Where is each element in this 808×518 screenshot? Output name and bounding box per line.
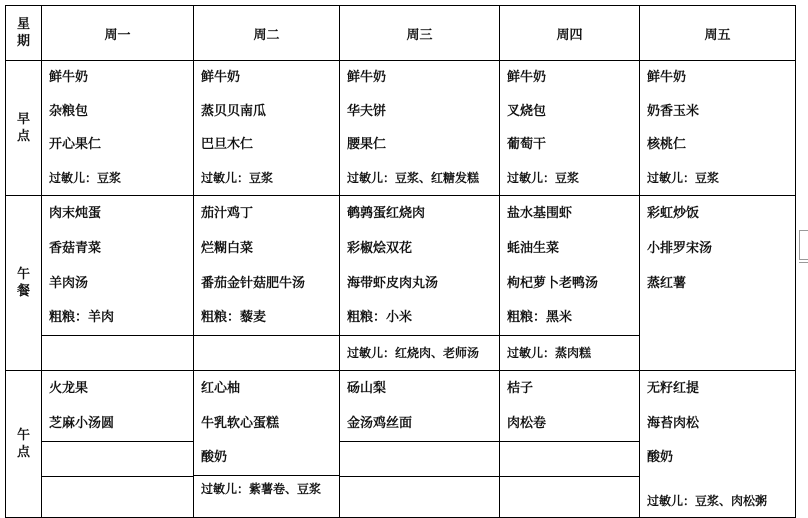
menu-item: 过敏儿：紫薯卷、豆浆 (201, 482, 322, 496)
menu-item (500, 442, 639, 477)
menu-item: 蒸红薯 (647, 276, 687, 291)
menu-item: 海苔肉松 (647, 416, 700, 431)
menu-item (194, 336, 339, 370)
menu-item: 无籽红提 (647, 381, 700, 396)
menu-item: 彩椒烩双花 (347, 241, 413, 256)
meal-label-afternoon: 午点 (6, 371, 42, 518)
menu-cell (340, 371, 500, 518)
menu-item: 奶香玉米 (647, 104, 700, 119)
meal-row-breakfast (6, 61, 796, 196)
menu-cell (500, 196, 640, 371)
menu-item: 华夫饼 (347, 104, 387, 119)
scroll-handle[interactable] (799, 230, 808, 260)
menu-item: 牛乳软心蛋糕 (201, 416, 280, 431)
menu-item (500, 477, 639, 517)
menu-item: 肉松卷 (500, 406, 639, 442)
menu-cell (42, 371, 194, 518)
menu-item: 火龙果 (49, 381, 89, 396)
menu-item (640, 301, 795, 335)
menu-item: 鲜牛奶 (347, 70, 387, 85)
menu-item: 羊肉汤 (49, 276, 89, 291)
menu-item: 过敏儿：红烧肉、老师汤 (347, 346, 480, 360)
menu-item: 粗粮：藜麦 (194, 301, 339, 336)
menu-item: 过敏儿：蒸肉糕 (507, 346, 592, 360)
menu-item: 过敏儿：豆浆 (201, 171, 274, 185)
menu-item: 开心果仁 (49, 137, 102, 152)
menu-cell (500, 371, 640, 518)
menu-item: 彩虹炒饭 (647, 206, 700, 221)
menu-item: 金汤鸡丝面 (340, 406, 499, 442)
menu-item: 烂糊白菜 (201, 241, 254, 256)
menu-item: 海带虾皮肉丸汤 (347, 276, 439, 291)
menu-item: 茄汁鸡丁 (201, 206, 254, 221)
menu-item: 蚝油生菜 (507, 241, 560, 256)
menu-item: 小排罗宋汤 (647, 241, 713, 256)
menu-cell (340, 61, 500, 196)
menu-item: 酸奶 (194, 441, 339, 476)
menu-cell (42, 61, 194, 196)
menu-item (42, 336, 193, 370)
menu-item: 鲜牛奶 (647, 70, 687, 85)
menu-item: 鲜牛奶 (49, 70, 89, 85)
weekly-menu-table (5, 5, 796, 518)
menu-item: 叉烧包 (507, 104, 547, 119)
menu-item: 粗粮：小米 (340, 301, 499, 336)
menu-item: 腰果仁 (347, 137, 387, 152)
menu-item: 红心柚 (201, 381, 241, 396)
menu-cell (194, 61, 340, 196)
meal-row-afternoon (6, 371, 796, 518)
menu-item: 桔子 (507, 381, 534, 396)
menu-item: 杂粮包 (49, 104, 89, 119)
menu-item (42, 442, 193, 477)
menu-cell (640, 61, 796, 196)
corner-cell (6, 6, 42, 61)
corner-label: 星期 (16, 17, 30, 49)
menu-cell (194, 196, 340, 371)
menu-item: 过敏儿：豆浆 (507, 171, 580, 185)
menu-item: 核桃仁 (647, 137, 687, 152)
menu-item (42, 477, 193, 517)
menu-item: 鲜牛奶 (507, 70, 547, 85)
day-header-thu: 周四 (500, 6, 640, 61)
menu-item: 番茄金针菇肥牛汤 (201, 276, 306, 291)
meal-label-breakfast: 早点 (6, 61, 42, 196)
menu-item: 过敏儿：豆浆 (647, 171, 720, 185)
menu-item: 鲜牛奶 (201, 70, 241, 85)
menu-item: 粗粮：黑米 (500, 301, 639, 336)
menu-item: 芝麻小汤圆 (42, 406, 193, 442)
menu-item: 蒸贝贝南瓜 (201, 104, 267, 119)
divider (799, 262, 808, 264)
menu-cell (340, 196, 500, 371)
menu-cell (640, 371, 796, 518)
day-header-fri: 周五 (640, 6, 796, 61)
menu-item: 鹌鹑蛋红烧肉 (347, 206, 426, 221)
menu-item (340, 442, 499, 477)
menu-item (640, 335, 795, 369)
day-header-wed: 周三 (340, 6, 500, 61)
menu-item: 葡萄干 (507, 137, 547, 152)
menu-item: 盐水基围虾 (507, 206, 573, 221)
menu-cell (640, 196, 796, 371)
day-header-mon: 周一 (42, 6, 194, 61)
menu-item: 过敏儿：豆浆、红糖发糕 (347, 171, 480, 185)
menu-item: 巴旦木仁 (201, 137, 254, 152)
menu-item: 酸奶 (647, 450, 674, 465)
menu-item: 过敏儿：豆浆、肉松粥 (647, 494, 768, 508)
menu-item: 香菇青菜 (49, 241, 102, 256)
meal-row-lunch (6, 196, 796, 371)
meal-label-lunch: 午餐 (6, 196, 42, 371)
menu-cell (500, 61, 640, 196)
header-row (6, 6, 796, 61)
menu-cell (42, 196, 194, 371)
menu-item: 枸杞萝卜老鸭汤 (507, 276, 599, 291)
menu-item: 砀山梨 (347, 381, 387, 396)
day-header-tue: 周二 (194, 6, 340, 61)
menu-item: 肉末炖蛋 (49, 206, 102, 221)
menu-item: 粗粮：羊肉 (42, 301, 193, 336)
menu-item (340, 477, 499, 517)
menu-item: 过敏儿：豆浆 (49, 171, 122, 185)
menu-cell (194, 371, 340, 518)
